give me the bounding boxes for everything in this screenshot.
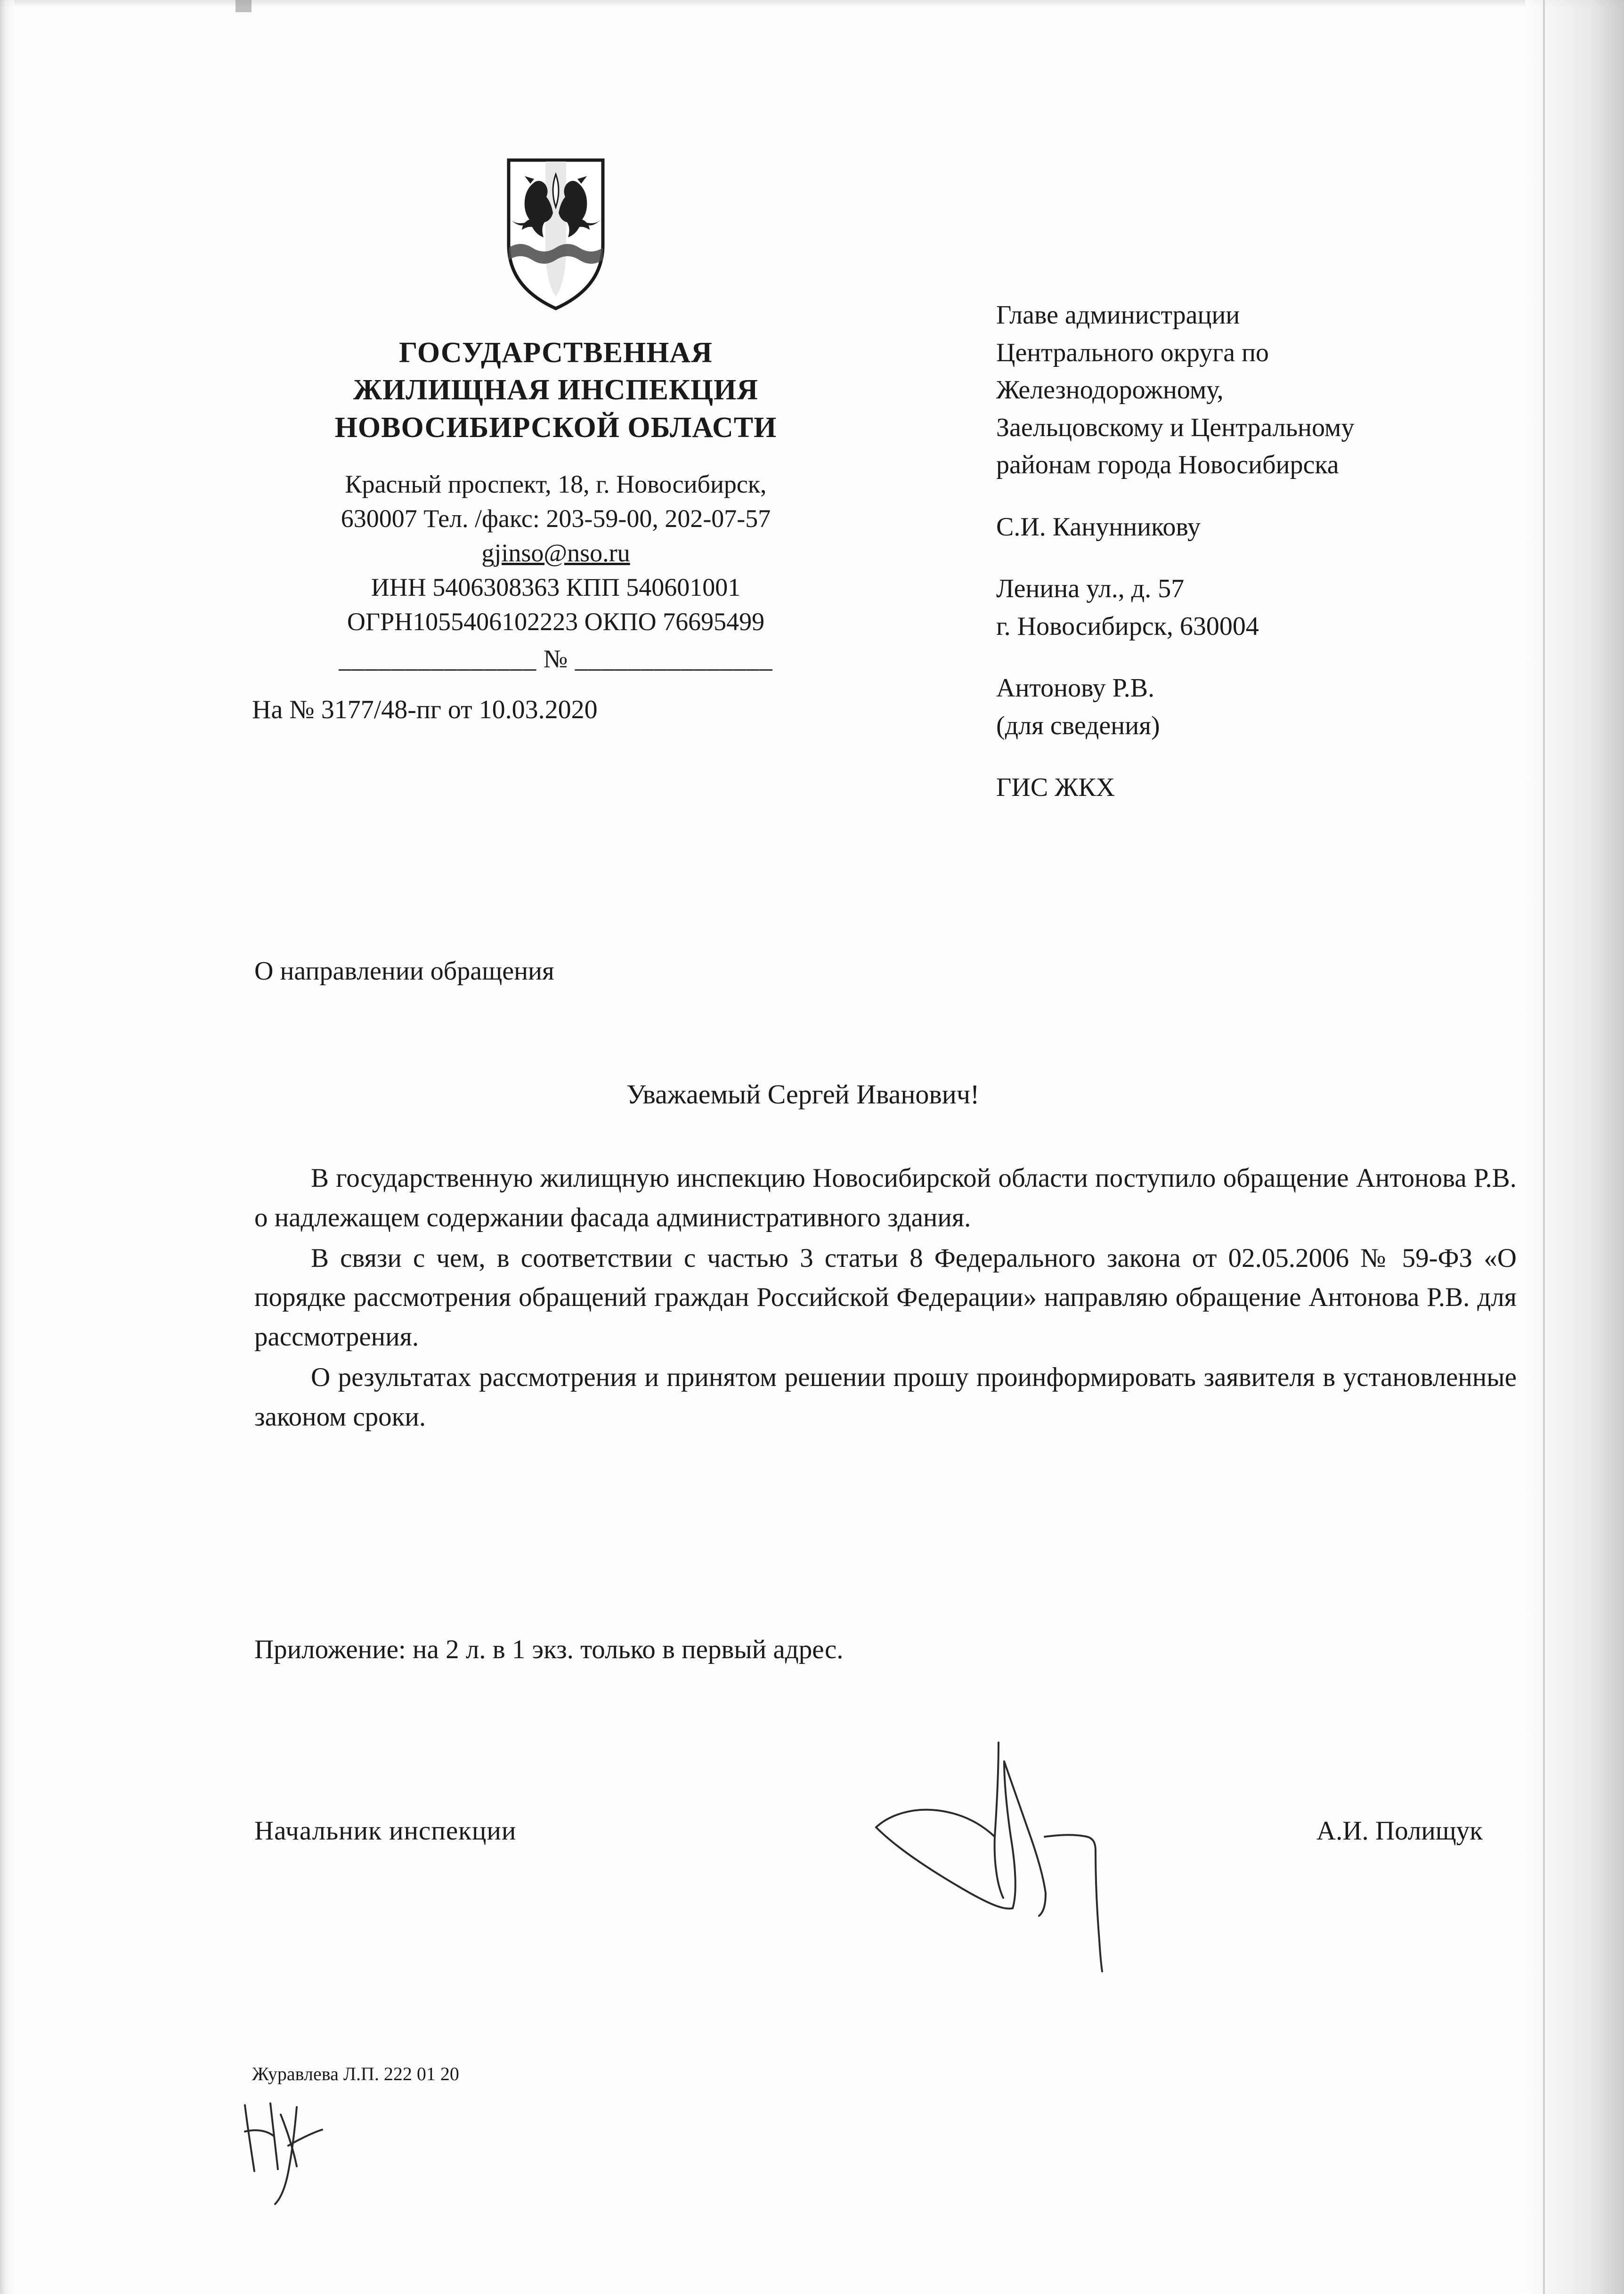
organization-contacts [226,467,885,676]
organization-inn-kpp: ИНН 5406308363 КПП 540601001 [371,573,741,601]
addressee-line-3: Железнодорожному, [996,375,1224,405]
body-paragraph-2: В связи с чем, в соответствии с частью 3 статьи 8 Федерального закона от 02.05.2006 № 59-ФЗ «О порядке рассмотрения обращений граждан Российской Федерации» направляю обращение Антонова Р.В. для рассмотрения. [254,1243,1517,1352]
organization-title-line-2: ЖИЛИЩНАЯ ИНСПЕКЦИЯ [353,374,759,406]
addressee-line-5: районам города Новосибирска [996,450,1339,480]
addressee-block [996,297,1552,807]
attachment-note: Приложение: на 2 л. в 1 экз. только в первый адрес. [254,1635,844,1664]
handwritten-initials [235,2086,377,2218]
organization-title-line-3: НОВОСИБИРСКОЙ ОБЛАСТИ [334,411,777,444]
organization-title-line-1: ГОСУДАРСТВЕННАЯ [399,337,713,369]
addressee-system: ГИС ЖКХ [996,773,1115,802]
addressee-cc-person: Антонову Р.В. [996,673,1155,703]
addressee-line-4: Заельцовскому и Центральному [996,413,1355,442]
letter-subject: О направлении обращения [254,957,554,986]
addressee-spacer-4 [996,745,1552,769]
organization-address-line-2: 630007 Тел. /факс: 203-59-00, 202-07-57 [341,504,771,533]
addressee-line-2: Центрального округа по [996,338,1269,367]
addressee-spacer-2 [996,546,1552,570]
organization-title [226,334,885,446]
organization-address-line-1: Красный проспект, 18, г. Новосибирск, [345,470,767,499]
signer-name: А.И. Полищук [1316,1816,1483,1846]
signer-title: Начальник инспекции [254,1816,517,1846]
organization-email[interactable]: gjinso@nso.ru [481,538,630,567]
organization-ogrn-okpo: ОГРН1055406102223 ОКПО 76695499 [347,607,765,636]
addressee-street: Ленина ул., д. 57 [996,574,1185,604]
addressee-city: г. Новосибирск, 630004 [996,611,1259,641]
addressee-spacer-1 [996,484,1552,509]
letter-body [254,1159,1517,1437]
handwritten-signature [857,1695,1215,2025]
coat-of-arms-icon [490,155,622,311]
body-paragraph-1: В государственную жилищную инспекцию Новосибирской области поступило обращение Антонова Р.В. о надлежащем содержании фасада административного здания. [254,1163,1517,1232]
addressee-cc-note: (для сведения) [996,711,1160,740]
executor-contact: Журавлева Л.П. 222 01 20 [252,2063,459,2084]
body-paragraph-3: О результатах рассмотрения и принятом решении прошу проинформировать заявителя в установленные законом сроки. [254,1362,1517,1432]
addressee-spacer-3 [996,645,1552,670]
incoming-reference: На № 3177/48-пг от 10.03.2020 [252,695,598,725]
addressee-person: С.И. Канунникову [996,512,1201,542]
salutation: Уважаемый Сергей Иванович! [626,1079,980,1110]
letterhead-block [226,334,885,725]
addressee-line-1: Главе администрации [996,300,1240,330]
outgoing-number-blank: _______________ № _______________ [339,644,773,673]
